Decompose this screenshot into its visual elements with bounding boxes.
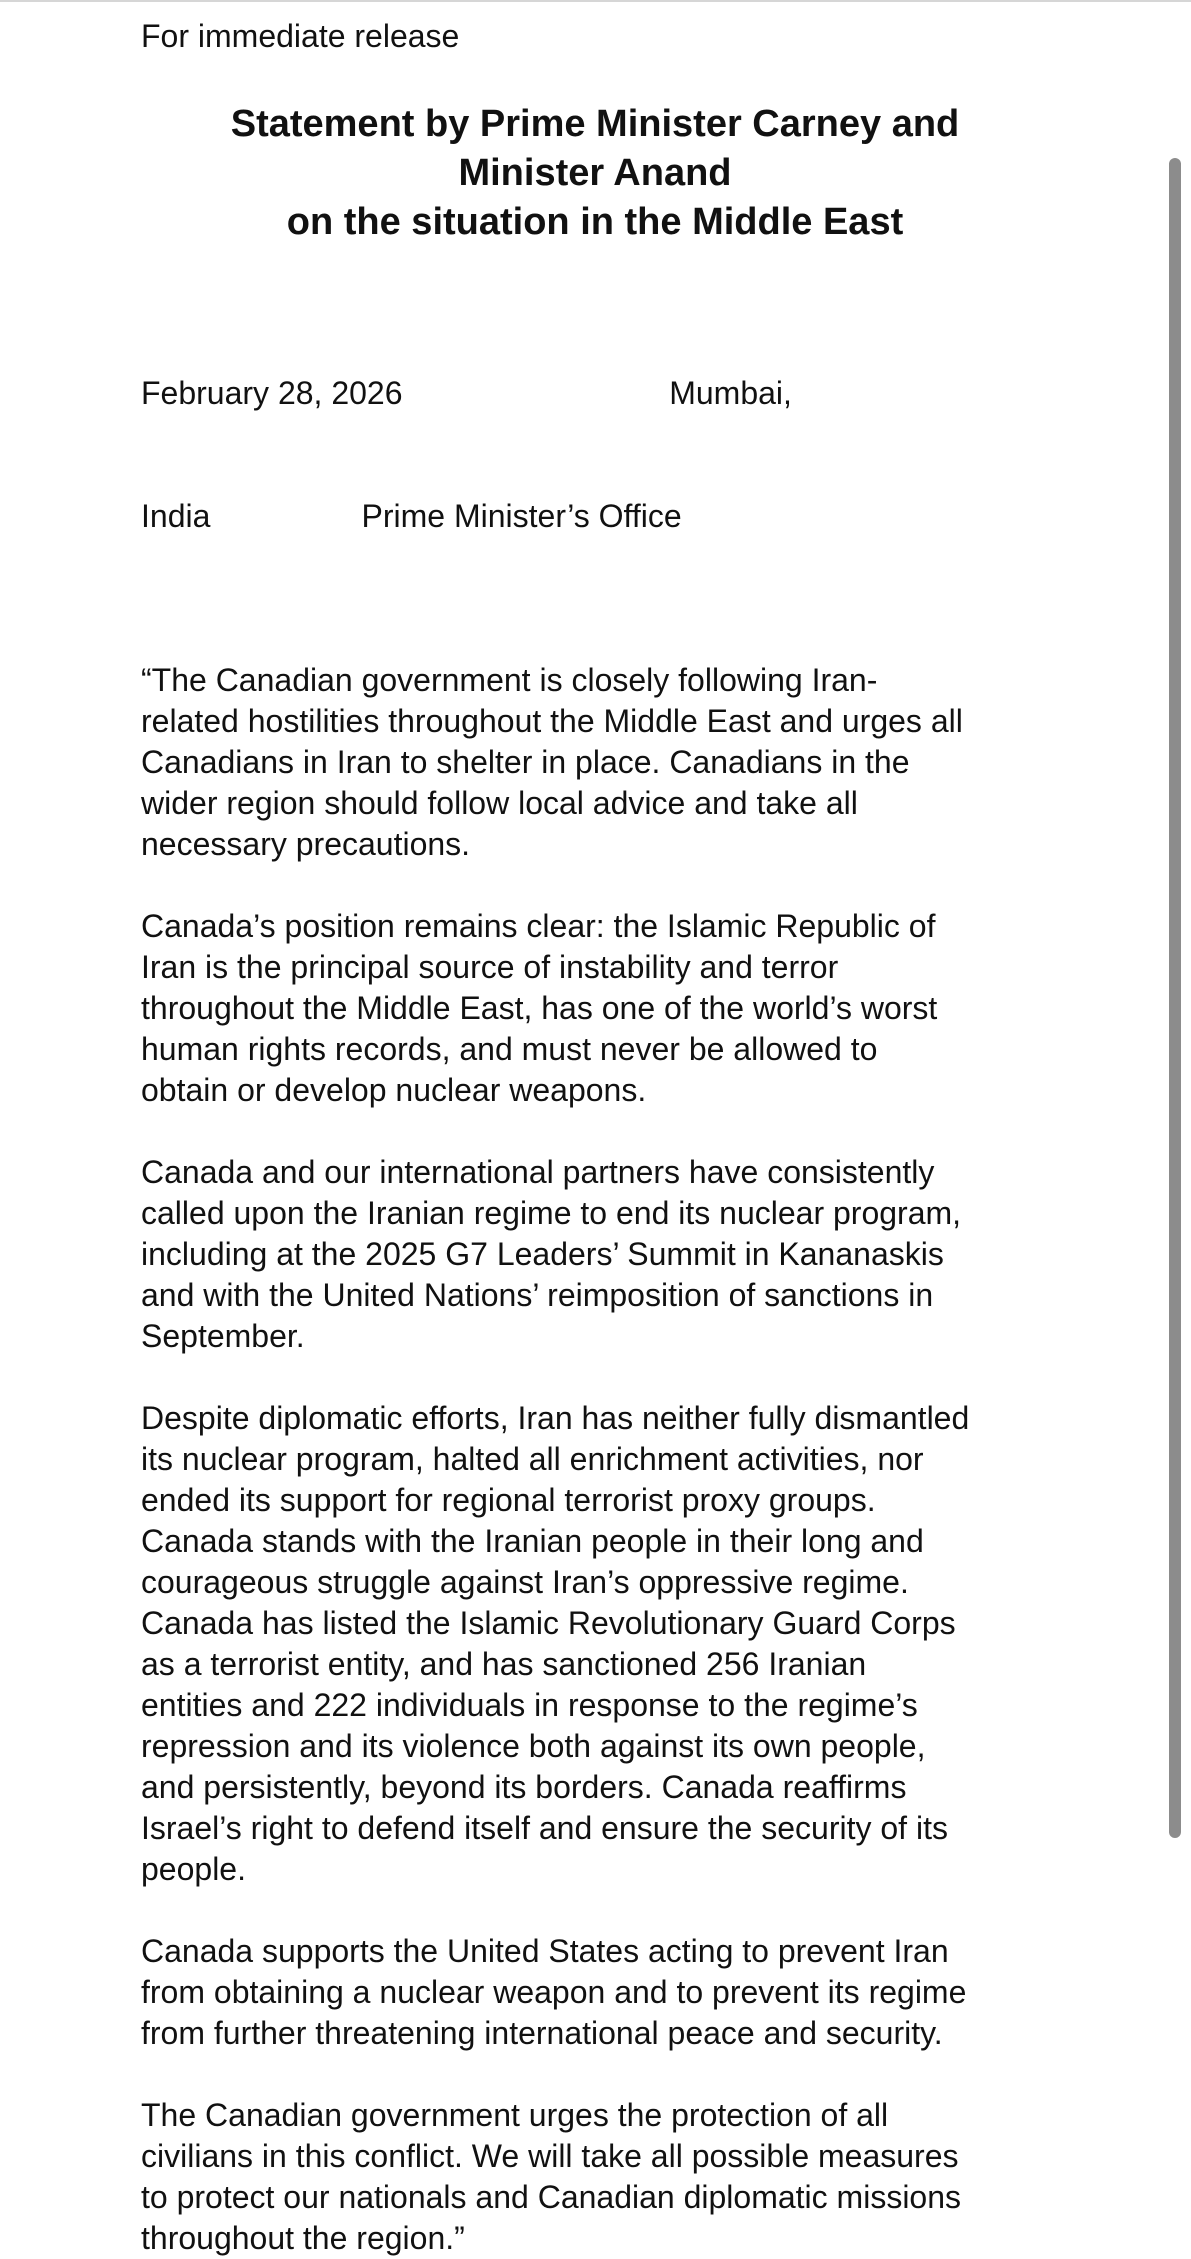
paragraph-6: [141, 2095, 1061, 2259]
paragraph-line: courageous struggle against Iran’s oppressive regime.: [141, 1564, 909, 1600]
paragraph-line: “The Canadian government is closely following Iran-: [141, 662, 878, 698]
paragraph-line: human rights records, and must never be allowed to: [141, 1031, 878, 1067]
paragraph-line: from further threatening international peace and security.: [141, 2015, 943, 2051]
paragraph-line: The Canadian government urges the protection of all: [141, 2097, 889, 2133]
paragraph-line: and with the United Nations’ reimposition of sanctions in: [141, 1277, 934, 1313]
paragraph-line: called upon the Iranian regime to end its nuclear program,: [141, 1195, 962, 1231]
title-line: Minister Anand: [458, 152, 732, 194]
paragraph-2: [141, 906, 1061, 1111]
paragraph-3: [141, 1152, 1061, 1357]
paragraph-1: [141, 660, 1061, 865]
title-line: Statement by Prime Minister Carney and: [230, 103, 960, 145]
paragraph-line: as a terrorist entity, and has sanctioned 256 Iranian: [141, 1646, 867, 1682]
paragraph-5: [141, 1931, 1061, 2054]
paragraph-line: necessary precautions.: [141, 826, 471, 862]
paragraph-line: Canada and our international partners have consistently: [141, 1154, 935, 1190]
paragraph-line: obtain or develop nuclear weapons.: [141, 1072, 647, 1108]
paragraph-line: repression and its violence both against its own people,: [141, 1728, 926, 1764]
paragraph-line: Canada supports the United States acting to prevent Iran: [141, 1933, 949, 1969]
dateline: [141, 291, 1061, 619]
paragraph-line: ended its support for regional terrorist proxy groups.: [141, 1482, 876, 1518]
paragraph-line: entities and 222 individuals in response to the regime’s: [141, 1687, 918, 1723]
paragraph-4: [141, 1398, 1061, 1890]
paragraph-line: Canada stands with the Iranian people in their long and: [141, 1523, 924, 1559]
paragraph-line: throughout the region.”: [141, 2220, 465, 2256]
paragraph-line: September.: [141, 1318, 305, 1354]
paragraph-line: related hostilities throughout the Middle East and urges all: [141, 703, 963, 739]
paragraph-line: Canadians in Iran to shelter in place. Canadians in the: [141, 744, 910, 780]
scrollbar-thumb[interactable]: [1169, 158, 1181, 1838]
paragraph-line: throughout the Middle East, has one of the world’s worst: [141, 990, 938, 1026]
statement-title: [141, 100, 1049, 247]
press-release-document: [141, 14, 1061, 2259]
paragraph-line: including at the 2025 G7 Leaders’ Summit in Kananaskis: [141, 1236, 944, 1272]
dateline-line: India Prime Minister’s Office: [141, 498, 682, 534]
release-label: For immediate release: [141, 18, 460, 54]
dateline-line: February 28, 2026 Mumbai,: [141, 375, 792, 411]
top-border: [0, 0, 1191, 2]
paragraph-line: people.: [141, 1851, 246, 1887]
paragraph-line: and persistently, beyond its borders. Canada reaffirms: [141, 1769, 907, 1805]
paragraph-line: wider region should follow local advice and take all: [141, 785, 858, 821]
paragraph-line: Canada has listed the Islamic Revolutionary Guard Corps: [141, 1605, 956, 1641]
vertical-scrollbar[interactable]: [1169, 158, 1181, 1838]
paragraph-line: civilians in this conflict. We will take all possible measures: [141, 2138, 959, 2174]
paragraph-line: Despite diplomatic efforts, Iran has neither fully dismantled: [141, 1400, 970, 1436]
paragraph-line: Israel’s right to defend itself and ensure the security of its: [141, 1810, 948, 1846]
paragraph-line: from obtaining a nuclear weapon and to prevent its regime: [141, 1974, 967, 2010]
paragraph-line: to protect our nationals and Canadian diplomatic missions: [141, 2179, 962, 2215]
paragraph-line: Canada’s position remains clear: the Islamic Republic of: [141, 908, 936, 944]
paragraph-line: its nuclear program, halted all enrichment activities, nor: [141, 1441, 924, 1477]
title-line: on the situation in the Middle East: [286, 201, 904, 243]
paragraph-line: Iran is the principal source of instability and terror: [141, 949, 839, 985]
